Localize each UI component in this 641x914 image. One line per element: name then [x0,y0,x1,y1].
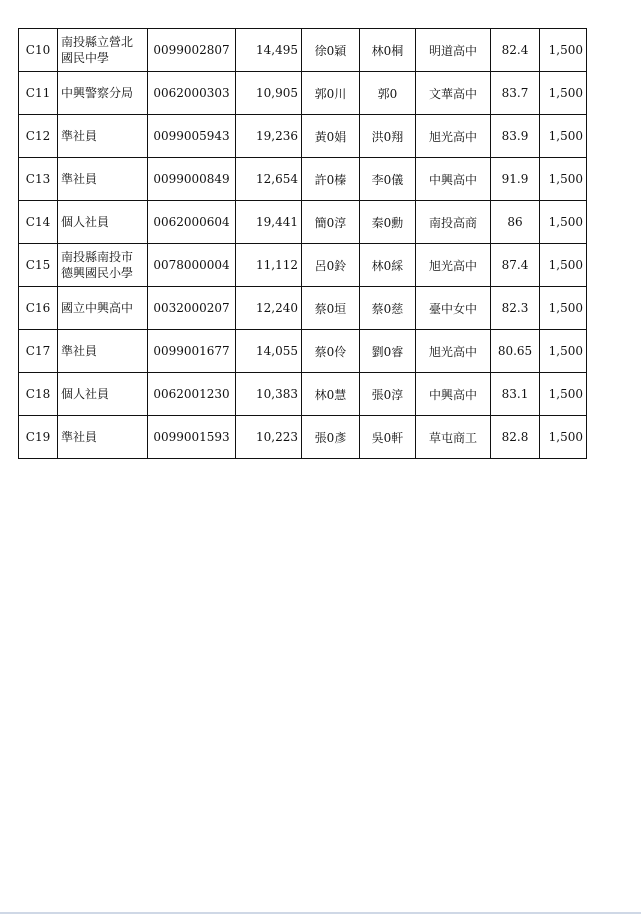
school-name-cell: 臺中女中 [416,287,491,330]
student-name-cell: 張0彥 [302,416,360,459]
table-row [19,29,587,72]
table-row [19,158,587,201]
record-code-cell: C16 [19,287,58,330]
student-name-cell: 簡0淳 [302,201,360,244]
account-number-cell: 0099000849 [148,158,236,201]
award-amount-cell: 1,500 [540,416,587,459]
unit-name-cell: 準社員 [58,115,148,158]
table-row [19,201,587,244]
table-row [19,330,587,373]
record-code-cell: C12 [19,115,58,158]
school-name-cell: 旭光高中 [416,244,491,287]
amount-cell: 14,495 [236,29,302,72]
score-cell: 83.9 [491,115,540,158]
award-amount-cell: 1,500 [540,330,587,373]
record-code-cell: C19 [19,416,58,459]
unit-name-cell: 準社員 [58,330,148,373]
record-code-cell: C18 [19,373,58,416]
school-name-cell: 南投高商 [416,201,491,244]
unit-name-cell: 中興警察分局 [58,72,148,115]
unit-name-cell: 準社員 [58,416,148,459]
account-number-cell: 0062000604 [148,201,236,244]
guardian-name-cell: 劉0睿 [360,330,416,373]
score-cell: 91.9 [491,158,540,201]
record-code-cell: C14 [19,201,58,244]
award-amount-cell: 1,500 [540,244,587,287]
score-cell: 82.3 [491,287,540,330]
student-name-cell: 黃0娟 [302,115,360,158]
unit-name-cell: 國立中興高中 [58,287,148,330]
table-body [19,29,587,459]
account-number-cell: 0099005943 [148,115,236,158]
record-code-cell: C13 [19,158,58,201]
record-code-cell: C15 [19,244,58,287]
table-row [19,416,587,459]
award-amount-cell: 1,500 [540,29,587,72]
amount-cell: 14,055 [236,330,302,373]
score-cell: 86 [491,201,540,244]
unit-name-cell: 南投縣立營北國民中學 [58,29,148,72]
student-name-cell: 徐0穎 [302,29,360,72]
award-amount-cell: 1,500 [540,158,587,201]
guardian-name-cell: 林0綵 [360,244,416,287]
score-cell: 87.4 [491,244,540,287]
student-name-cell: 林0慧 [302,373,360,416]
account-number-cell: 0062000303 [148,72,236,115]
amount-cell: 12,654 [236,158,302,201]
award-amount-cell: 1,500 [540,201,587,244]
student-name-cell: 郭0川 [302,72,360,115]
account-number-cell: 0078000004 [148,244,236,287]
school-name-cell: 中興高中 [416,373,491,416]
award-amount-cell: 1,500 [540,373,587,416]
guardian-name-cell: 林0桐 [360,29,416,72]
unit-name-cell: 南投縣南投市德興國民小學 [58,244,148,287]
guardian-name-cell: 郭0 [360,72,416,115]
award-amount-cell: 1,500 [540,287,587,330]
unit-name-cell: 個人社員 [58,373,148,416]
account-number-cell: 0032000207 [148,287,236,330]
guardian-name-cell: 秦0勳 [360,201,416,244]
guardian-name-cell: 洪0翔 [360,115,416,158]
score-cell: 80.65 [491,330,540,373]
record-code-cell: C11 [19,72,58,115]
award-amount-cell: 1,500 [540,115,587,158]
guardian-name-cell: 張0淳 [360,373,416,416]
table-row [19,287,587,330]
school-name-cell: 旭光高中 [416,115,491,158]
student-name-cell: 蔡0伶 [302,330,360,373]
school-name-cell: 旭光高中 [416,330,491,373]
school-name-cell: 中興高中 [416,158,491,201]
student-name-cell: 許0榛 [302,158,360,201]
amount-cell: 10,223 [236,416,302,459]
unit-name-cell: 個人社員 [58,201,148,244]
records-table [18,28,587,459]
score-cell: 83.7 [491,72,540,115]
account-number-cell: 0099002807 [148,29,236,72]
score-cell: 82.4 [491,29,540,72]
student-name-cell: 呂0鈴 [302,244,360,287]
account-number-cell: 0099001677 [148,330,236,373]
school-name-cell: 文華高中 [416,72,491,115]
school-name-cell: 草屯商工 [416,416,491,459]
score-cell: 83.1 [491,373,540,416]
amount-cell: 10,383 [236,373,302,416]
table-row [19,244,587,287]
account-number-cell: 0062001230 [148,373,236,416]
table-row [19,373,587,416]
amount-cell: 12,240 [236,287,302,330]
record-code-cell: C10 [19,29,58,72]
award-amount-cell: 1,500 [540,72,587,115]
school-name-cell: 明道高中 [416,29,491,72]
amount-cell: 19,441 [236,201,302,244]
account-number-cell: 0099001593 [148,416,236,459]
guardian-name-cell: 蔡0慈 [360,287,416,330]
unit-name-cell: 準社員 [58,158,148,201]
table-row [19,72,587,115]
student-name-cell: 蔡0垣 [302,287,360,330]
table-row [19,115,587,158]
record-code-cell: C17 [19,330,58,373]
guardian-name-cell: 吳0軒 [360,416,416,459]
amount-cell: 19,236 [236,115,302,158]
amount-cell: 10,905 [236,72,302,115]
guardian-name-cell: 李0儀 [360,158,416,201]
amount-cell: 11,112 [236,244,302,287]
score-cell: 82.8 [491,416,540,459]
